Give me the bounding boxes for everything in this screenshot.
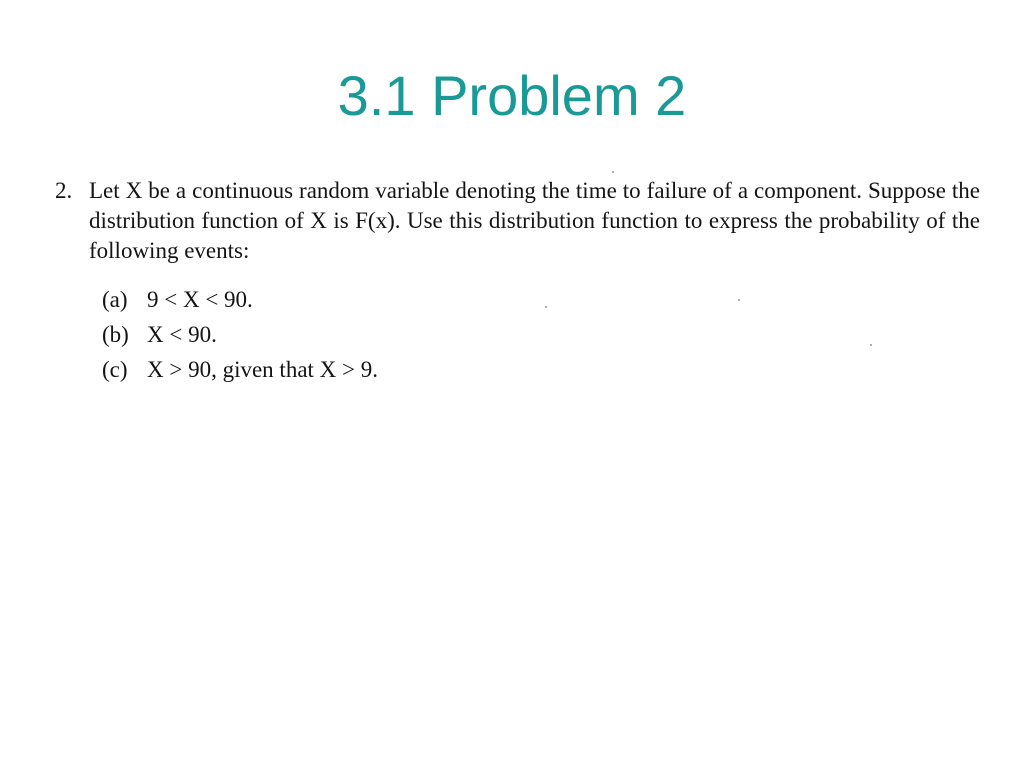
item-label: (c) <box>102 357 128 382</box>
item-label: (b) <box>102 322 129 347</box>
scan-speck <box>870 344 872 346</box>
item-text: 9 < X < 90. <box>147 287 253 312</box>
problem-number: 2. <box>55 178 73 203</box>
scanned-problem <box>55 176 980 387</box>
scan-speck <box>545 306 547 308</box>
list-item <box>102 352 980 387</box>
problem-items <box>55 282 980 387</box>
item-text: X < 90. <box>147 322 217 347</box>
scan-speck <box>738 299 740 301</box>
problem-statement <box>55 176 980 266</box>
item-label: (a) <box>102 287 128 312</box>
list-item <box>102 317 980 352</box>
list-item <box>102 282 980 317</box>
problem-text: Let X be a continuous random variable denoting the time to failure of a component. Suppose the distribution function of X is F(x). Use this distribution function to express the probability of the following events: <box>89 178 980 263</box>
scan-speck <box>612 171 614 173</box>
item-text: X > 90, given that X > 9. <box>147 357 378 382</box>
slide-title: 3.1 Problem 2 <box>337 64 687 127</box>
